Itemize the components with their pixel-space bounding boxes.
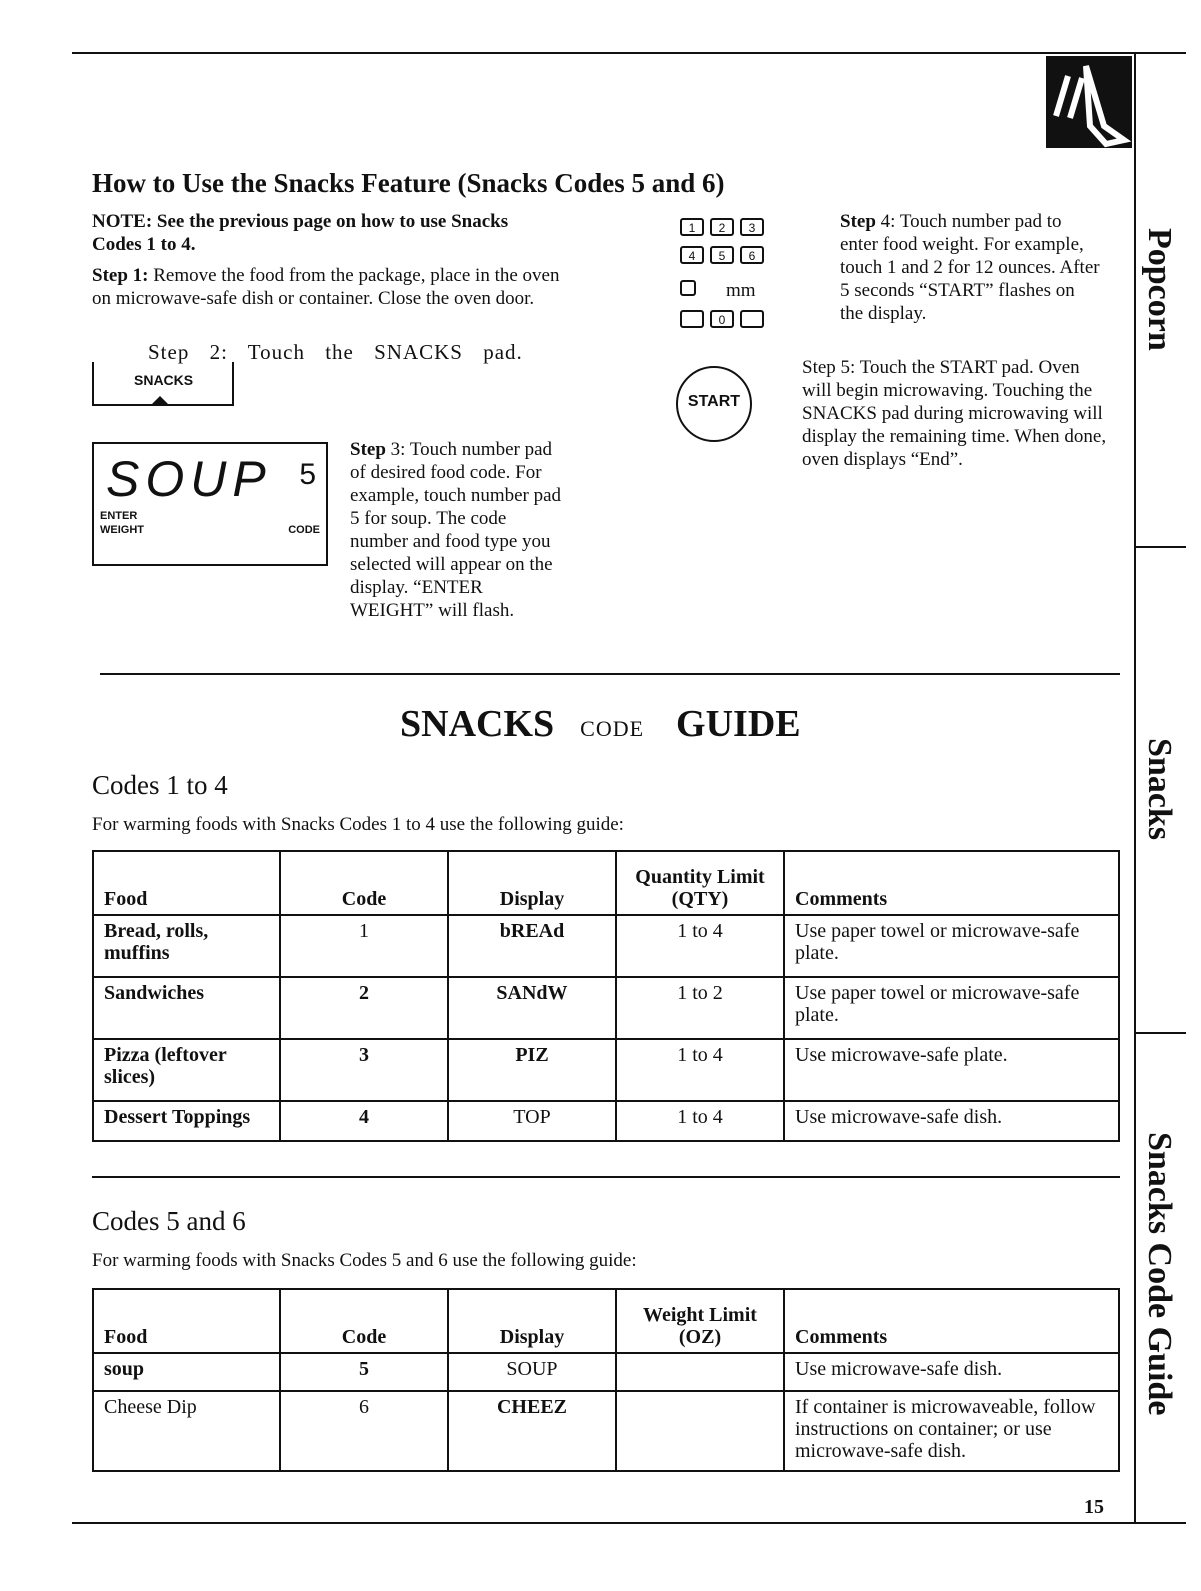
page-number: 15: [1084, 1496, 1104, 1518]
note-text: NOTE: See the previous page on how to use Snacks Codes 1 to 4.: [92, 211, 509, 255]
display-code-label: CODE: [288, 524, 320, 536]
start-label: START: [687, 393, 741, 410]
cell-code: 5: [280, 1353, 448, 1391]
cell-code: 6: [280, 1391, 448, 1471]
cell-food: Dessert Toppings: [93, 1101, 280, 1141]
cell-comments: Use microwave-safe dish.: [784, 1101, 1119, 1141]
codes-1-4-intro: For warming foods with Snacks Codes 1 to 4 use the following guide:: [92, 814, 624, 835]
corner-logo: [1046, 56, 1132, 148]
codes-5-6-heading: Codes 5 and 6: [92, 1206, 246, 1236]
step4-body: 4: Touch number pad to enter food weight. For example, touch 1 and 2 for 12 ounces. After 5 seconds “START” flashes on the display.: [840, 211, 1100, 324]
header-display: Display: [448, 1289, 616, 1353]
cell-food: soup: [93, 1353, 280, 1391]
key-9: [740, 310, 764, 328]
cell-code: 4: [280, 1101, 448, 1141]
cell-display: bREAd: [448, 915, 616, 977]
cell-quantity: 1 to 4: [616, 915, 784, 977]
table-header-row: [93, 1289, 1119, 1353]
side-tab-snacks: Snacks: [1141, 738, 1178, 841]
key-2: 2: [710, 218, 734, 236]
table-row: [93, 1353, 1119, 1391]
snacks-pad: [92, 362, 234, 406]
guide-title: [400, 702, 801, 746]
header-comments: Comments: [784, 1289, 1119, 1353]
table-row: [93, 1039, 1119, 1101]
step1-label: Step 1:: [92, 265, 149, 286]
cell-weight-limit: [616, 1391, 784, 1471]
side-tab-snacks-code-guide: Snacks Code Guide: [1141, 1132, 1178, 1416]
cell-comments: Use microwave-safe plate.: [784, 1039, 1119, 1101]
snacks-pad-label: SNACKS: [134, 372, 194, 388]
key-7: [680, 310, 704, 328]
header-code: Code: [280, 1289, 448, 1353]
cell-code: 1: [280, 915, 448, 977]
display-main: SOUP: [106, 451, 272, 507]
header-code: Code: [280, 851, 448, 915]
section-title: How to Use the Snacks Feature (Snacks Codes 5 and 6): [92, 168, 725, 198]
step4-label: Step: [840, 211, 876, 232]
step3-body: 3: Touch number pad of desired food code. For example, touch number pad 5 for soup. The code number and food type you selected will appear on the display. “ENTER WEIGHT” will flash.: [350, 439, 562, 621]
bottom-rule: [72, 1522, 1186, 1524]
display-weight: WEIGHT: [100, 524, 144, 536]
table-row: [93, 915, 1119, 977]
key-5: 5: [710, 246, 734, 264]
step1-body: Remove the food from the package, place in the oven on microwave-safe dish or container. Close the oven door.: [92, 265, 560, 309]
guide-title-b: CODE: [580, 716, 645, 741]
codes-1-4-heading: Codes 1 to 4: [92, 770, 228, 800]
side-separator: [1134, 546, 1186, 548]
cell-code: 3: [280, 1039, 448, 1101]
key-0: 0: [710, 310, 734, 328]
table-row: [93, 977, 1119, 1039]
cell-food: Pizza (leftover slices): [93, 1039, 280, 1101]
key-6: 6: [740, 246, 764, 264]
header-food: Food: [93, 851, 280, 915]
lcd-display: [92, 442, 328, 566]
guide-title-c: GUIDE: [676, 703, 801, 745]
step3-text: [350, 438, 568, 622]
table-row: [93, 1391, 1119, 1471]
triangle-icon: [152, 396, 168, 404]
top-rule: [72, 52, 1186, 54]
guide-title-a: SNACKS: [400, 703, 555, 745]
header-weight-limit: Weight Limit (OZ): [616, 1289, 784, 1353]
step4-text: [840, 210, 1100, 325]
step1-text: [92, 264, 572, 310]
header-comments: Comments: [784, 851, 1119, 915]
cell-food: Sandwiches: [93, 977, 280, 1039]
cell-comments: Use paper towel or microwave-safe plate.: [784, 915, 1119, 977]
cell-display: PIZ: [448, 1039, 616, 1101]
header-display: Display: [448, 851, 616, 915]
cell-weight-limit: [616, 1353, 784, 1391]
table-row: [93, 1101, 1119, 1141]
step5-text: Step 5: Touch the START pad. Oven will begin microwaving. Touching the SNACKS pad during microwaving will display the remaining time. When done, oven displays “End”.: [802, 357, 1107, 470]
header-food: Food: [93, 1289, 280, 1353]
header-quantity: Quantity Limit (QTY): [616, 851, 784, 915]
cell-display: CHEEZ: [448, 1391, 616, 1471]
side-tab-popcorn: Popcorn: [1141, 228, 1178, 351]
number-keypad: [680, 218, 790, 338]
side-separator: [1134, 1032, 1186, 1034]
divider: [92, 1176, 1120, 1178]
codes-5-6-intro: For warming foods with Snacks Codes 5 and 6 use the following guide:: [92, 1250, 637, 1271]
display-enter: ENTER: [100, 510, 138, 522]
display-code: 5: [299, 458, 316, 491]
start-button: [676, 366, 752, 442]
cell-quantity: 1 to 4: [616, 1039, 784, 1101]
cell-display: TOP: [448, 1101, 616, 1141]
divider: [100, 673, 1120, 675]
cell-quantity: 1 to 2: [616, 977, 784, 1039]
cell-display: SOUP: [448, 1353, 616, 1391]
cell-food: Bread, rolls, muffins: [93, 915, 280, 977]
key-4: 4: [680, 246, 704, 264]
cell-comments: Use paper towel or microwave-safe plate.: [784, 977, 1119, 1039]
cell-comments: If container is microwaveable, follow instructions on container; or use microwave-safe dish.: [784, 1391, 1119, 1471]
cell-quantity: 1 to 4: [616, 1101, 784, 1141]
step3-label: Step: [350, 439, 386, 460]
key-blank: [680, 280, 696, 296]
cell-code: 2: [280, 977, 448, 1039]
cell-display: SANdW: [448, 977, 616, 1039]
cell-food: Cheese Dip: [93, 1391, 280, 1471]
codes-1-4-table: [92, 850, 1120, 1142]
hand-icon: [1046, 56, 1132, 148]
step2-text: Step 2: Touch the SNACKS pad.: [148, 340, 523, 364]
key-1: 1: [680, 218, 704, 236]
table-header-row: [93, 851, 1119, 915]
cell-comments: Use microwave-safe dish.: [784, 1353, 1119, 1391]
codes-5-6-table: [92, 1288, 1120, 1472]
key-3: 3: [740, 218, 764, 236]
keypad-mm: mm: [726, 280, 756, 301]
